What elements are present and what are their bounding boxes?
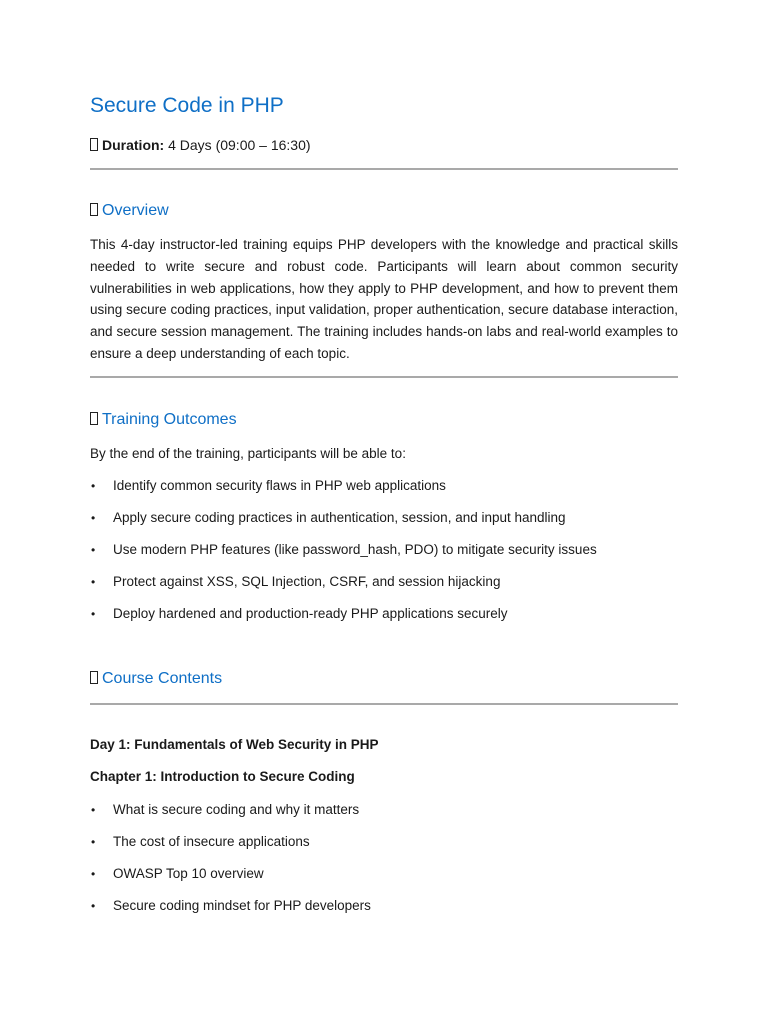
chapter-heading: Chapter 1: Introduction to Secure Coding xyxy=(90,769,355,784)
day-heading: Day 1: Fundamentals of Web Security in PHP xyxy=(90,737,379,752)
list-item xyxy=(90,865,678,897)
list-item-text: Deploy hardened and production-ready PHP applications securely xyxy=(113,606,508,621)
overview-heading-text: Overview xyxy=(102,202,169,219)
bullet: • xyxy=(91,479,96,493)
list-item xyxy=(90,541,678,573)
list-item xyxy=(90,801,678,833)
list-item-text: Identify common security flaws in PHP web applications xyxy=(113,478,446,493)
bullet: • xyxy=(91,867,96,881)
outcomes-intro: By the end of the training, participants will be able to: xyxy=(90,446,406,461)
contents-heading-text: Course Contents xyxy=(102,670,223,687)
list-item-text: OWASP Top 10 overview xyxy=(113,866,264,881)
list-item xyxy=(90,573,678,605)
duration-line xyxy=(90,136,311,154)
duration-label: Duration: xyxy=(102,137,165,153)
bullet: • xyxy=(91,607,96,621)
list-item-text: The cost of insecure applications xyxy=(113,834,310,849)
divider xyxy=(90,168,678,170)
bullet: • xyxy=(91,543,96,557)
chapter-topics-list xyxy=(90,801,678,929)
target-icon xyxy=(90,412,98,425)
list-item-text: What is secure coding and why it matters xyxy=(113,802,360,817)
list-item-text: Protect against XSS, SQL Injection, CSRF, and session hijacking xyxy=(113,574,501,589)
list-item xyxy=(90,509,678,541)
list-item xyxy=(90,833,678,865)
bullet: • xyxy=(91,835,96,849)
overview-paragraph: This 4-day instructor-led training equips PHP developers with the knowledge and practical skills needed to write secure and robust code. Participants will learn about common security vulnerabilities in web applications, how they apply to PHP development, and how to prevent them using secure coding practices, input validation, proper authentication, secure database interaction, and secure session management. The training includes hands-on labs and real-world examples to ensure a deep understanding of each topic. xyxy=(90,237,678,361)
bullet: • xyxy=(91,575,96,589)
book-icon xyxy=(90,671,98,684)
divider xyxy=(90,376,678,378)
duration-value: 4 Days (09:00 – 16:30) xyxy=(168,137,311,153)
overview-icon xyxy=(90,203,98,216)
contents-heading xyxy=(90,669,222,689)
bullet: • xyxy=(91,803,96,817)
list-item xyxy=(90,897,678,929)
list-item-text: Secure coding mindset for PHP developers xyxy=(113,898,371,913)
bullet: • xyxy=(91,511,96,525)
outcomes-heading-text: Training Outcomes xyxy=(102,411,237,428)
list-item xyxy=(90,605,678,637)
outcomes-heading xyxy=(90,410,237,430)
list-item-text: Apply secure coding practices in authentication, session, and input handling xyxy=(113,510,566,525)
outcomes-list xyxy=(90,477,678,637)
page-title: Secure Code in PHP xyxy=(90,94,284,117)
list-item xyxy=(90,477,678,509)
clock-icon xyxy=(90,138,98,151)
bullet: • xyxy=(91,899,96,913)
list-item-text: Use modern PHP features (like password_hash, PDO) to mitigate security issues xyxy=(113,542,597,557)
overview-heading xyxy=(90,201,169,221)
divider xyxy=(90,703,678,705)
